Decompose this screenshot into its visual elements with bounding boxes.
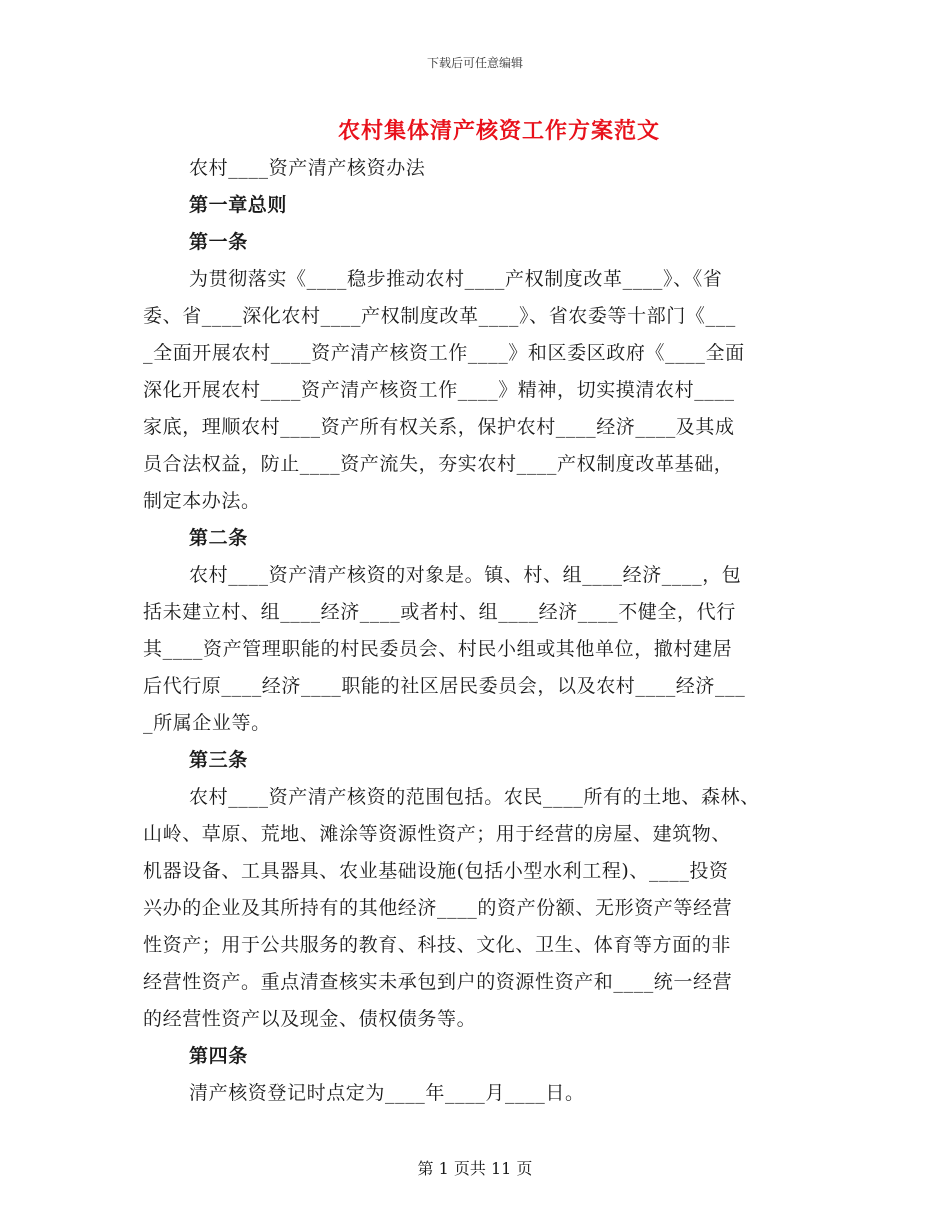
paragraph-line: 机器设备、工具器具、农业基础设施(包括小型水利工程)、____投资 <box>143 860 729 882</box>
paragraph-line: 经营性资产。重点清查核实未承包到户的资源性资产和____统一经营 <box>143 971 733 993</box>
article-1-heading: 第一条 <box>189 231 248 253</box>
paragraph-line: _所属企业等。 <box>143 712 271 734</box>
paragraph-line: 清产核资登记时点定为____年____月____日。 <box>189 1082 585 1104</box>
article-4-heading: 第四条 <box>189 1045 248 1067</box>
paragraph-line: 农村____资产清产核资的范围包括。农民____所有的土地、森林、 <box>189 786 760 808</box>
paragraph-line: 深化开展农村____资产清产核资工作____》精神，切实摸清农村____ <box>143 379 735 401</box>
paragraph-line: 兴办的企业及其所持有的其他经济____的资产份额、无形资产等经营 <box>143 897 733 919</box>
paragraph-line: 括未建立村、组____经济____或者村、组____经济____不健全，代行 <box>143 601 736 623</box>
paragraph-line: 的经营性资产以及现金、债权债务等。 <box>143 1008 477 1030</box>
paragraph-line: 性资产；用于公共服务的教育、科技、文化、卫生、体育等方面的非 <box>143 934 732 956</box>
line-subtitle: 农村____资产清产核资办法 <box>189 157 426 179</box>
paragraph-line: 其____资产管理职能的村民委员会、村民小组或其他单位，撤村建居 <box>143 638 733 660</box>
header-note: 下载后可任意编辑 <box>426 56 523 70</box>
chapter-heading: 第一章总则 <box>189 194 288 216</box>
document-title: 农村集体清产核资工作方案范文 <box>337 119 660 144</box>
article-2-heading: 第二条 <box>189 527 248 549</box>
paragraph-line: _全面开展农村____资产清产核资工作____》和区委区政府《____全面 <box>143 342 745 364</box>
paragraph-line: 后代行原____经济____职能的社区居民委员会，以及农村____经济___ <box>143 675 746 697</box>
paragraph-line: 家底，理顺农村____资产所有权关系，保护农村____经济____及其成 <box>143 416 735 438</box>
paragraph-line: 委、省____深化农村____产权制度改革____》、省农委等十部门《___ <box>143 305 736 327</box>
document-body <box>143 150 808 1112</box>
page-footer: 第 1 页共 11 页 <box>417 1159 533 1178</box>
paragraph-line: 为贯彻落实《____稳步推动农村____产权制度改革____》、《省 <box>189 268 723 290</box>
paragraph-line: 山岭、草原、荒地、滩涂等资源性资产；用于经营的房屋、建筑物、 <box>143 823 732 845</box>
paragraph-line: 员合法权益，防止____资产流失，夯实农村____产权制度改革基础， <box>143 453 734 475</box>
paragraph-line: 制定本办法。 <box>143 490 261 512</box>
paragraph-line: 农村____资产清产核资的对象是。镇、村、组____经济____，包 <box>189 564 742 586</box>
article-3-heading: 第三条 <box>189 749 248 771</box>
